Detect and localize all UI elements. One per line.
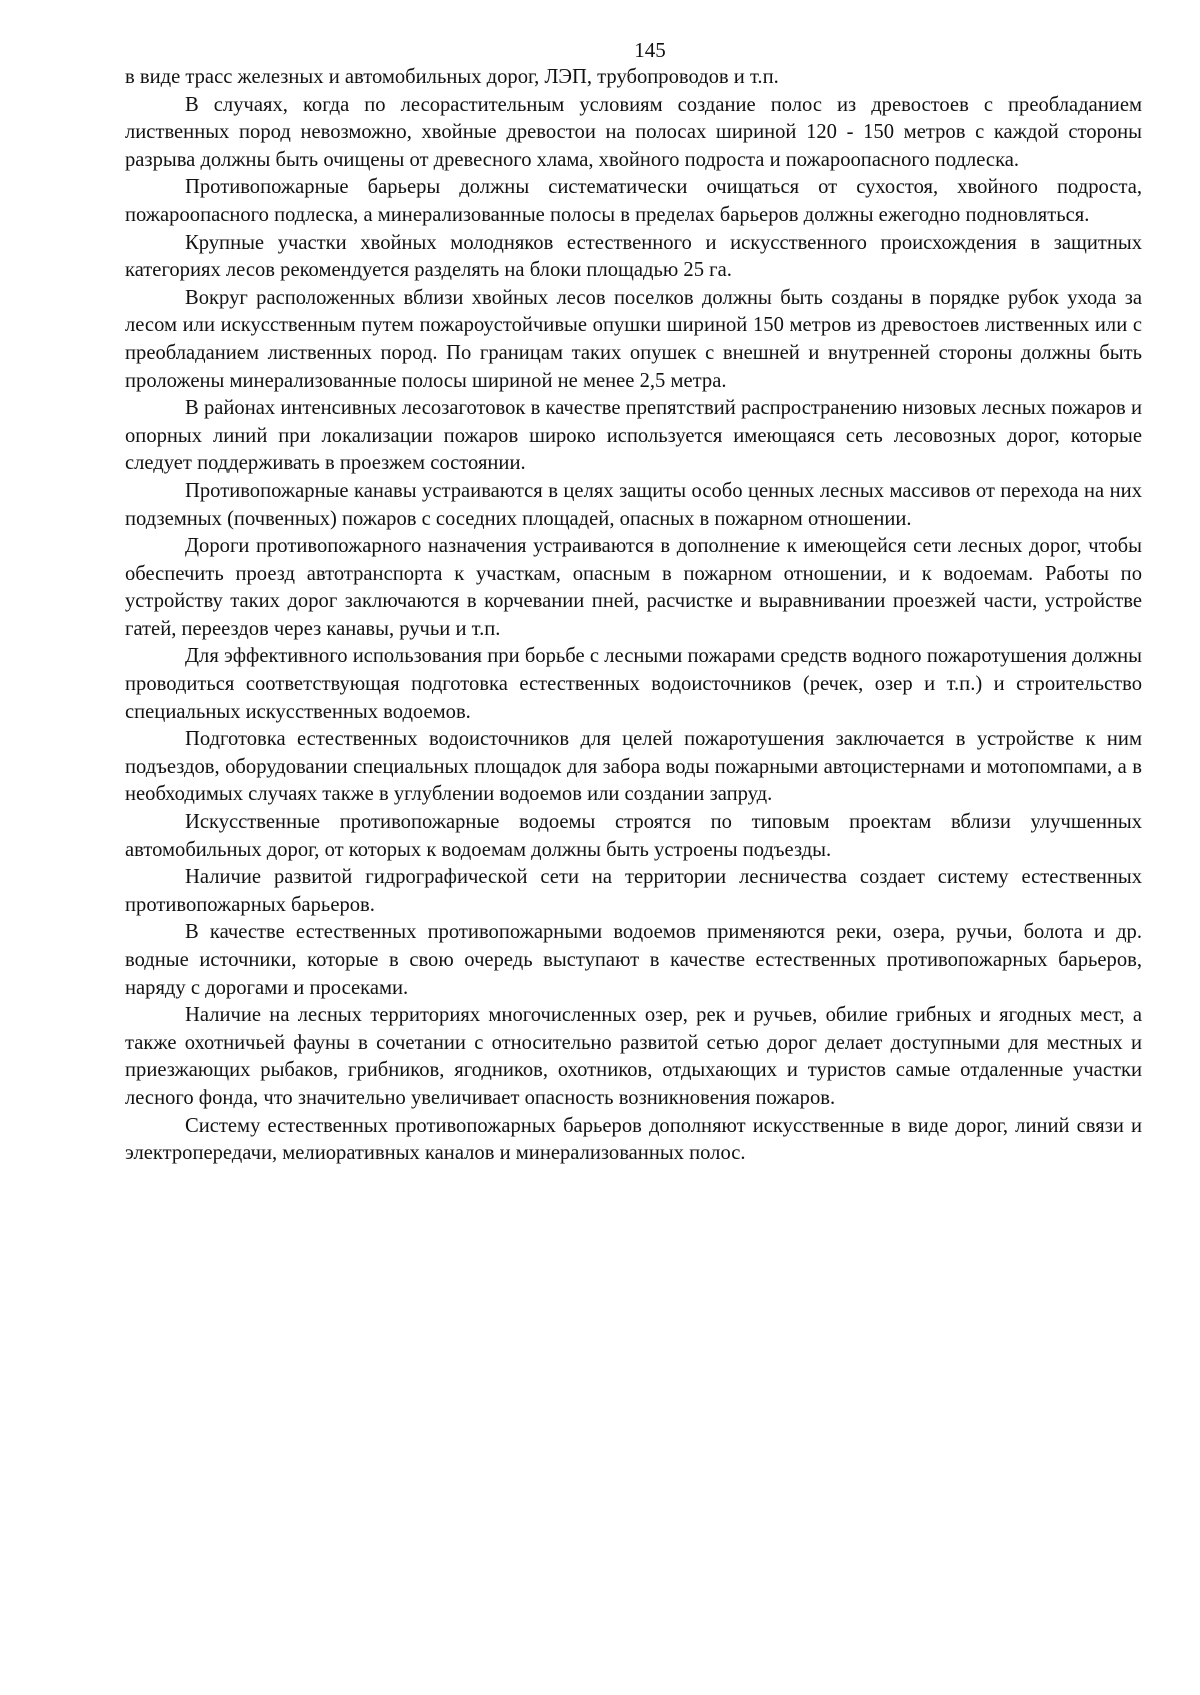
paragraph-continuation: в виде трасс железных и автомобильных дорог, ЛЭП, трубопроводов и т.п. [125, 66, 779, 88]
paragraph: В районах интенсивных лесозаготовок в качестве препятствий распространению низовых лесных пожаров и опорных линий при локализации пожаров широко используется имеющаяся сеть лесовозных дорог, которые следует поддерживать в проезжем состоянии. [125, 397, 1142, 475]
page-number: 145 [634, 38, 666, 62]
paragraph: Искусственные противопожарные водоемы строятся по типовым проектам вблизи улучшенных автомобильных дорог, от которых к водоемам должны быть устроены подъезды. [125, 811, 1142, 861]
paragraph: Крупные участки хвойных молодняков естественного и искусственного происхождения в защитных категориях лесов рекомендуется разделять на блоки площадью 25 га. [125, 231, 1142, 282]
paragraph: В случаях, когда по лесорастительным условиям создание полос из древостоев с преобладанием лиственных пород невозможно, хвойные древостои на полосах шириной 120 - 150 метров с каждой стороны разрыва должны быть очищены от древесного хлама, хвойного подроста и пожароопасного подлеска. [125, 93, 1142, 171]
paragraph: Подготовка естественных водоисточников для целей пожаротушения заключается в устройстве к ним подъездов, оборудовании специальных площадок для забора воды пожарными автоцистернами и мотопомпами, а в необходимых случаях также в углублении водоемов или создании запруд. [125, 728, 1142, 806]
paragraph: Противопожарные барьеры должны систематически очищаться от сухостоя, хвойного подроста, пожароопасного подлеска, а минерализованные полосы в пределах барьеров должны ежегодно подновляться. [125, 176, 1142, 226]
paragraph: Вокруг расположенных вблизи хвойных лесов поселков должны быть созданы в порядке рубок ухода за лесом или искусственным путем пожароустойчивые опушки шириной 150 метров из древостоев лиственных или с преобладанием лиственных пород. По границам таких опушек с внешней и внутренней стороны должны быть проложены минерализованные полосы шириной не менее 2,5 метра. [125, 286, 1142, 392]
paragraph: Наличие развитой гидрографической сети на территории лесничества создает систему естественных противопожарных барьеров. [125, 866, 1142, 916]
paragraph: Противопожарные канавы устраиваются в целях защиты особо ценных лесных массивов от перехода на них подземных (почвенных) пожаров с соседних площадей, опасных в пожарном отношении. [125, 479, 1142, 530]
paragraph: Систему естественных противопожарных барьеров дополняют искусственные в виде дорог, линий связи и электропередачи, мелиоративных каналов и минерализованных полос. [125, 1114, 1142, 1165]
document-body [125, 64, 1142, 1168]
paragraph: Для эффективного использования при борьбе с лесными пожарами средств водного пожаротушения должны проводиться соответствующая подготовка естественных водоисточников (речек, озер и т.п.) и строительство специальных искусственных водоемов. [125, 645, 1142, 723]
paragraph: Наличие на лесных территориях многочисленных озер, рек и ручьев, обилие грибных и ягодных мест, а также охотничьей фауны в сочетании с относительно развитой сетью дорог делает доступными для местных и приезжающих рыбаков, грибников, ягодников, охотников, отдыхающих и туристов самые отдаленные участки лесного фонда, что значительно увеличивает опасность возникновения пожаров. [125, 1004, 1142, 1109]
paragraph: Дороги противопожарного назначения устраиваются в дополнение к имеющейся сети лесных дорог, чтобы обеспечить проезд автотранспорта к участкам, опасным в пожарном отношении, и к водоемам. Работы по устройству таких дорог заключаются в корчевании пней, расчистке и выравнивании проезжей части, устройстве гатей, переездов через канавы, ручьи и т.п. [125, 535, 1142, 640]
paragraph: В качестве естественных противопожарными водоемов применяются реки, озера, ручьи, болота и др. водные источники, которые в свою очередь выступают в качестве естественных противопожарных барьеров, наряду с дорогами и просеками. [125, 921, 1142, 999]
